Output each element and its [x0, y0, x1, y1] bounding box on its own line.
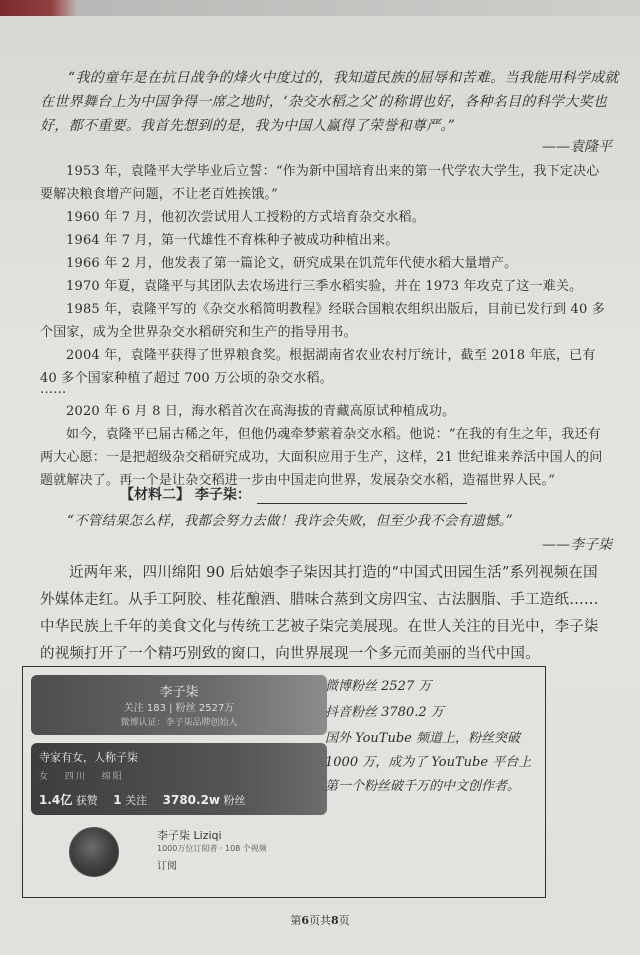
weibo-badge: 微博认证：李子柒品牌创始人: [120, 718, 238, 728]
avatar: [69, 827, 119, 877]
weibo-profile-card: [31, 675, 327, 735]
follow-value: 1: [113, 793, 122, 807]
weibo-name: 李子柒: [159, 685, 199, 700]
timeline-item: 1985 年，袁隆平写的《杂交水稻简明教程》经联合国粮农组织出版后，目前已发行到 40 多个国家，成为全世界杂交水稻研究和生产的指导用书。: [40, 302, 606, 340]
yuan-longping-quote: “我的童年是在抗日战争的烽火中度过的，我知道民族的屈辱和苦难。当我能用科学成就在世界舞台上为中国争得一席之地时，‘杂交水稻之父’的称谓也好，各种名目的科学大奖也好，都不重要。我首先想到的是，我为中国人赢得了荣誉和尊严。”: [40, 70, 619, 134]
timeline-item: 1970 年夏，袁隆平与其团队去农场进行三季水稻实验，并在 1973 年攻克了这一难关。: [66, 279, 583, 294]
footer-suffix: 页: [338, 914, 350, 927]
footer-prefix: 第: [290, 914, 302, 927]
caption-line: 抖音粉丝 3780.2 万: [325, 705, 444, 720]
timeline-item: 1964 年 7 月，第一代雄性不育株种子被成功种植出来。: [66, 233, 399, 248]
youtube-channel-name: 李子柒 Liziqi: [157, 829, 222, 842]
douyin-stats: [39, 791, 246, 808]
likes-value: 1.4亿: [39, 793, 73, 807]
page-number: 6: [301, 914, 309, 927]
footer-middle: 页共: [309, 914, 331, 927]
weibo-stats: 关注 183 | 粉丝 2527万: [123, 703, 235, 714]
social-media-figure: [22, 666, 546, 898]
answer-blank[interactable]: [257, 489, 467, 504]
liziqi-quote: “不管结果怎么样，我都会努力去做！我许会失败，但至少我不会有遗憾。”: [67, 513, 513, 529]
liziqi-signature: ——李子柒: [542, 537, 612, 553]
timeline-item: 1966 年 2 月，他发表了第一篇论文，研究成果在饥荒年代使水稻大量增产。: [66, 256, 518, 271]
follow-label: 关注: [125, 794, 148, 807]
caption-line: 国外 YouTube 频道上，粉丝突破 1000 万，成为了 YouTube 平台上第一个粉丝破千万的中文创作者。: [325, 731, 532, 794]
likes-label: 获赞: [75, 794, 98, 807]
material2-heading: [120, 484, 467, 504]
timeline-item: 2020 年 6 月 8 日，海水稻首次在高海拔的青藏高原试种植成功。: [66, 404, 456, 419]
timeline-item: 1953 年，袁隆平大学毕业后立誓：“作为新中国培育出来的第一代学农大学生，我下定决心要解决粮食增产问题，不让老百姓挨饿。”: [40, 164, 600, 202]
material2-body: 近两年来，四川绵阳 90 后姑娘李子柒因其打造的“中国式田园生活”系列视频在国外媒体走红。从手工阿胶、桂花酿酒、腊味合蒸到文房四宝、古法胭脂、手工造纸……中华民族上千年的美食文化与传统工艺被子柒完美展现。在世人关注的目光中，李子柒的视频打开了一个精巧别致的窗口，向世界展现一个多元而美丽的当代中国。: [40, 565, 599, 662]
ellipsis: ……: [40, 382, 67, 397]
douyin-tag: 女: [39, 772, 51, 782]
subscribe-button[interactable]: 订阅: [157, 861, 177, 872]
douyin-title: 寺家有女，人称子柒: [39, 751, 138, 764]
douyin-tag: 绵阳: [101, 772, 124, 782]
douyin-tag: 四川: [64, 772, 87, 782]
douyin-profile-card: [31, 743, 327, 815]
caption-line: 微博粉丝 2527 万: [325, 679, 432, 694]
page-footer: [0, 912, 640, 928]
fans-label: 粉丝: [223, 794, 246, 807]
timeline-item: 1960 年 7 月，他初次尝试用人工授粉的方式培育杂交水稻。: [66, 210, 425, 225]
material2-heading-text: 【材料二】 李子柒：: [120, 487, 251, 503]
douyin-tags: [39, 769, 134, 782]
total-pages: 8: [331, 914, 339, 927]
youtube-subscriber-count: 1000万位订阅者 · 108 个视频: [157, 844, 267, 853]
timeline-item: 2004 年，袁隆平获得了世界粮食奖。根据湖南省农业农村厅统计，截至 2018 年底，已有 40 多个国家种植了超过 700 万公顷的杂交水稻。: [40, 348, 596, 386]
top-edge-strip: [0, 0, 640, 16]
quote-signature: ——袁隆平: [542, 139, 612, 155]
fans-value: 3780.2w: [162, 793, 221, 807]
figure-caption: [325, 675, 541, 801]
timeline-item: 如今，袁隆平已届古稀之年，但他仍魂牵梦萦着杂交水稻。他说：“在我的有生之年，我还有两大心愿：一是把超级杂交稻研究成功，大面积应用于生产，这样，21 世纪谁来养活中国人的问题就解决了。再一个是让杂交稻进一步由中国走向世界，发展杂交水稻，造福世界人民。”: [40, 427, 603, 488]
